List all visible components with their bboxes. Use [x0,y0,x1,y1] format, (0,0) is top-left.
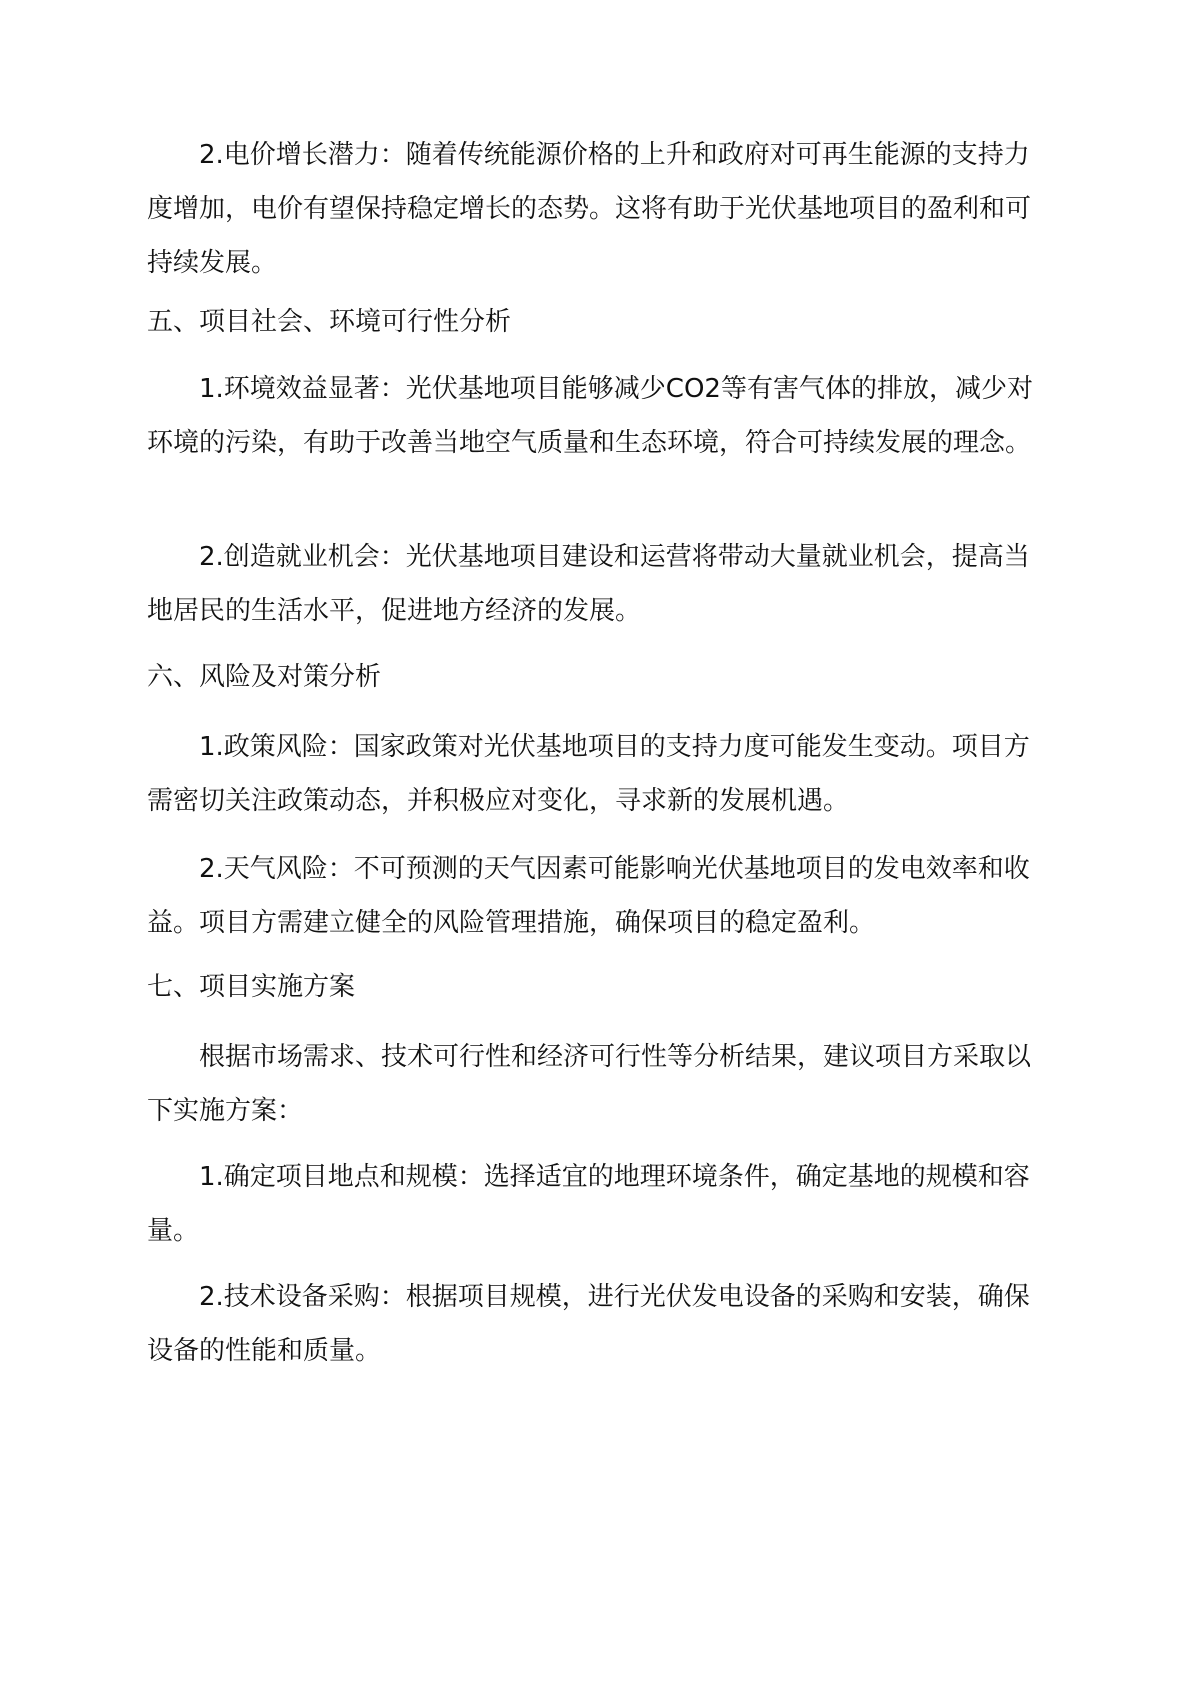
section-heading-risk-analysis: 六、风险及对策分析 [147,662,382,692]
paragraph-weather-risk: 2.天气风险：不可预测的天气因素可能影响光伏基地项目的发电效率和收益。项目方需建立健全的风险管理措施，确保项目的稳定盈利。 [147,854,1030,938]
paragraph-environmental-benefits: 1.环境效益显著：光伏基地项目能够减少CO2等有害气体的排放，减少对环境的污染，有助于改善当地空气质量和生态环境，符合可持续发展的理念。 [147,374,1033,458]
paragraph-implementation-intro: 根据市场需求、技术可行性和经济可行性等分析结果，建议项目方采取以下实施方案： [147,1042,1032,1126]
section-heading-implementation-plan: 七、项目实施方案 [147,972,356,1002]
paragraph-site-and-scale: 1.确定项目地点和规模：选择适宜的地理环境条件，确定基地的规模和容量。 [147,1162,1030,1246]
paragraph-electricity-price-growth: 2.电价增长潜力：随着传统能源价格的上升和政府对可再生能源的支持力度增加，电价有望保持稳定增长的态势。这将有助于光伏基地项目的盈利和可持续发展。 [147,140,1032,278]
paragraph-policy-risk: 1.政策风险：国家政策对光伏基地项目的支持力度可能发生变动。项目方需密切关注政策动态，并积极应对变化，寻求新的发展机遇。 [147,732,1030,816]
section-heading-social-environmental: 五、项目社会、环境可行性分析 [147,307,512,337]
paragraph-employment-opportunities: 2.创造就业机会：光伏基地项目建设和运营将带动大量就业机会，提高当地居民的生活水平，促进地方经济的发展。 [147,542,1030,626]
paragraph-equipment-procurement: 2.技术设备采购：根据项目规模，进行光伏发电设备的采购和安装，确保设备的性能和质量。 [147,1282,1030,1366]
